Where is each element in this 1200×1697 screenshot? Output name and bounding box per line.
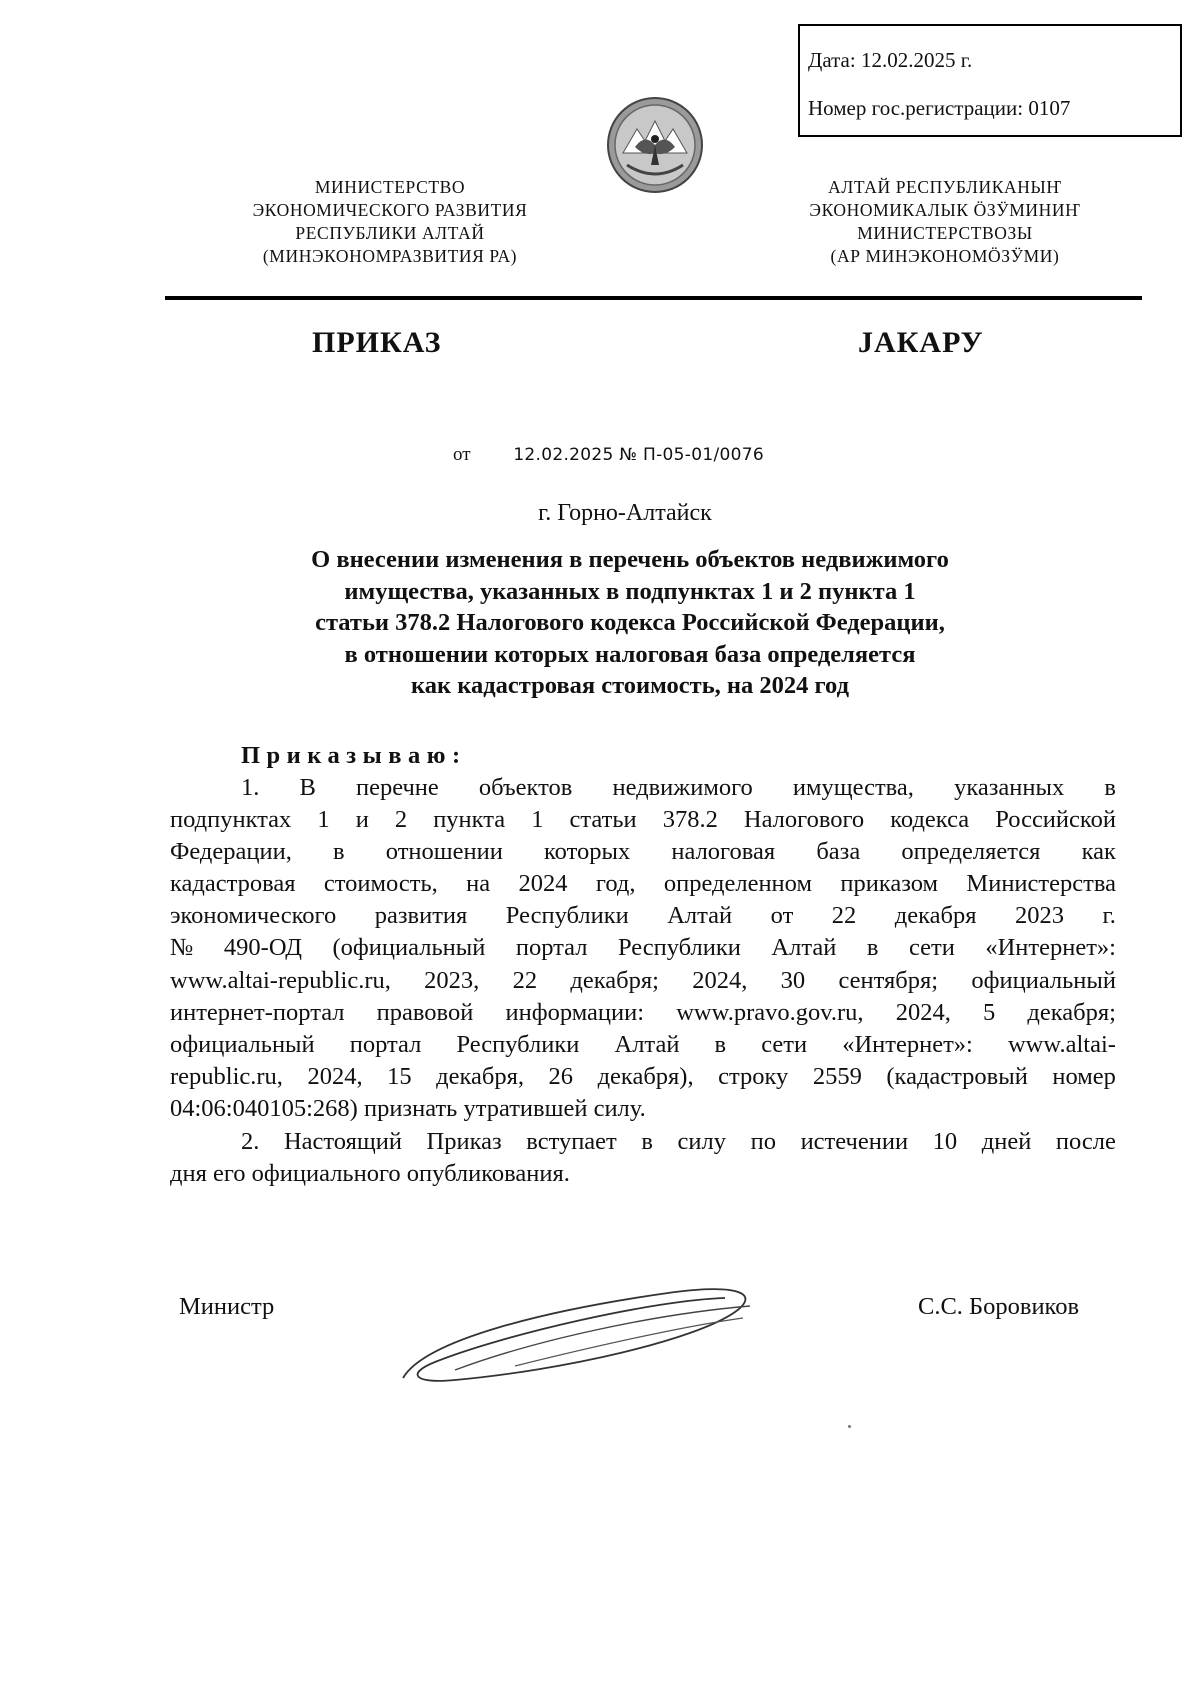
word: налоговая — [671, 838, 776, 866]
word: стоимость, — [323, 870, 438, 898]
word: по — [750, 1128, 776, 1155]
city: г. Горно-Алтайск — [538, 500, 712, 526]
word: 2024 — [518, 870, 568, 898]
word: портал — [515, 934, 588, 962]
word: 22 — [831, 902, 857, 930]
word: republic.ru, — [170, 1062, 283, 1090]
registration-box — [798, 24, 1182, 137]
date-value: 12.02.2025 г. — [860, 48, 973, 72]
word: 2. — [241, 1128, 260, 1155]
order-title-russian: ПРИКАЗ — [312, 326, 442, 359]
subject-line: в отношении которых налоговая база определяется — [344, 640, 916, 668]
order-command: Приказываю: — [241, 742, 467, 769]
word: Республики — [456, 1030, 580, 1058]
word: 30 — [780, 966, 806, 994]
word: 1. — [241, 774, 260, 801]
coat-of-arms-icon — [605, 95, 705, 195]
order-title-altai: ЈАКАРУ — [858, 326, 984, 359]
ministry-right-line4: (АР МИНЭКОНОМÖЗӰМИ) — [830, 246, 1060, 266]
word: 5 — [983, 998, 996, 1026]
paragraph-line — [170, 1029, 1116, 1061]
word: вступает — [526, 1128, 617, 1155]
ministry-left-line1: МИНИСТЕРСТВО — [314, 177, 466, 197]
word: 15 — [387, 1062, 412, 1090]
paragraph-line — [170, 965, 1116, 997]
ministry-right-line3: МИНИСТЕРСТВОЗЫ — [857, 223, 1033, 243]
word: 04:06:040105:268) признать утратившей силу. — [170, 1094, 646, 1122]
word: база — [816, 838, 861, 866]
paragraph-line — [170, 932, 1116, 964]
word: номер — [1052, 1062, 1116, 1090]
paragraph-line — [170, 1061, 1116, 1093]
registration-date — [808, 48, 972, 73]
paragraph-line — [170, 772, 1116, 804]
word: год, — [595, 870, 636, 898]
word: после — [1055, 1128, 1116, 1155]
word: определяется — [901, 838, 1041, 866]
word: 2023, — [424, 966, 480, 994]
word: статьи — [569, 806, 637, 834]
word: имущества, — [792, 774, 914, 801]
paragraph-line — [170, 836, 1116, 868]
word: объектов — [478, 774, 573, 801]
reg-number-value: 0107 — [1028, 96, 1071, 120]
word: приказом — [840, 870, 939, 898]
word: Приказ — [426, 1128, 502, 1155]
word: указанных — [954, 774, 1065, 801]
ministry-left-line2: ЭКОНОМИЧЕСКОГО РАЗВИТИЯ — [252, 200, 528, 220]
word: 490-ОД — [223, 934, 302, 962]
word: официальный — [971, 966, 1116, 994]
paragraph-line — [170, 900, 1116, 932]
subject-line: как кадастровая стоимость, на 2024 год — [411, 672, 849, 699]
word: www.pravo.gov.ru, — [676, 998, 864, 1026]
word: строку — [718, 1062, 789, 1090]
word: развития — [374, 902, 468, 930]
word: как — [1081, 838, 1116, 866]
word: 2559 — [812, 1062, 862, 1090]
word: Алтай — [771, 934, 837, 962]
ministry-name-altai — [755, 176, 1135, 268]
subject-line: имущества, указанных в подпунктах 1 и 2 пункта 1 — [344, 577, 916, 605]
ministry-name-russian — [200, 176, 580, 268]
word: дня его официального опубликования. — [170, 1160, 570, 1188]
word: интернет-портал — [170, 998, 345, 1026]
word: перечне — [355, 774, 439, 801]
word: в — [714, 1030, 727, 1058]
ministry-right-line2: ЭКОНОМИКАЛЫК ÖЗӰМИНИҤ — [809, 200, 1081, 220]
word: кодекса — [890, 806, 970, 834]
word: декабря; — [570, 966, 659, 994]
word: недвижимого — [612, 774, 753, 801]
word: на — [466, 870, 491, 898]
word: В — [299, 774, 316, 801]
word: 1 — [531, 806, 544, 834]
word: в — [1104, 774, 1116, 801]
scan-speck — [848, 1425, 851, 1428]
word: 2024, — [895, 998, 951, 1026]
word: (кадастровый — [886, 1062, 1028, 1090]
word: декабря), — [597, 1062, 694, 1090]
paragraph-line — [170, 1126, 1116, 1158]
word: в — [641, 1128, 653, 1155]
word: сентября; — [838, 966, 939, 994]
word: декабря; — [1027, 998, 1116, 1026]
registration-number — [808, 96, 1070, 121]
word: отношении — [385, 838, 503, 866]
word: Алтай — [667, 902, 733, 930]
word: сети — [908, 934, 955, 962]
order-number: 12.02.2025 № П-05-01/0076 — [513, 445, 764, 465]
signer-name: С.С. Боровиков — [918, 1293, 1080, 1320]
word: в — [333, 838, 345, 866]
word: дней — [981, 1128, 1032, 1155]
word: № — [170, 934, 194, 962]
date-label: Дата: — [808, 48, 856, 72]
word: в — [866, 934, 879, 962]
word: Алтай — [614, 1030, 680, 1058]
header-divider — [165, 296, 1142, 300]
ministry-left-line3: РЕСПУБЛИКИ АЛТАЙ — [295, 223, 485, 243]
word: 22 — [512, 966, 538, 994]
word: Российской — [995, 806, 1116, 834]
word: Республики — [617, 934, 741, 962]
word: от — [770, 902, 794, 930]
word: «Интернет»: — [985, 934, 1116, 962]
word: (официальный — [332, 934, 486, 962]
word: г. — [1102, 902, 1116, 930]
paragraph-line — [170, 804, 1116, 836]
word: Налогового — [743, 806, 865, 834]
order-number-line — [453, 444, 764, 466]
paragraph-2 — [170, 1126, 1116, 1190]
subject-line: О внесении изменения в перечень объектов недвижимого — [311, 546, 949, 573]
word: «Интернет»: — [842, 1030, 973, 1058]
from-label: от — [453, 444, 471, 465]
word: Федерации, — [170, 838, 292, 866]
word: 2024, — [307, 1062, 363, 1090]
ministry-left-line4: (МИНЭКОНОМРАЗВИТИЯ РА) — [262, 246, 518, 266]
word: силу — [677, 1128, 726, 1155]
word: экономического — [170, 902, 337, 930]
word: 2023 — [1015, 902, 1065, 930]
word: 2024, — [692, 966, 748, 994]
paragraph-line — [170, 1158, 1116, 1190]
word: 2 — [394, 806, 408, 834]
signer-title: Министр — [179, 1293, 275, 1320]
paragraph-line — [170, 868, 1116, 900]
paragraph-1 — [170, 772, 1116, 1125]
word: подпунктах — [170, 806, 292, 834]
word: правовой — [376, 998, 474, 1026]
subject-line: статьи 378.2 Налогового кодекса Российской Федерации, — [315, 609, 945, 636]
word: которых — [544, 838, 631, 866]
word: информации: — [505, 998, 645, 1026]
order-subject — [190, 544, 1070, 702]
word: сети — [761, 1030, 808, 1058]
word: 378.2 — [662, 806, 718, 834]
word: 1 — [317, 806, 330, 834]
word: истечении — [800, 1128, 909, 1155]
signature-icon — [395, 1270, 765, 1390]
paragraph-line — [170, 997, 1116, 1029]
word: www.altai-republic.ru, — [170, 966, 391, 994]
word: портал — [349, 1030, 422, 1058]
word: www.altai- — [1007, 1030, 1116, 1058]
reg-number-label: Номер гос.регистрации: — [808, 96, 1024, 120]
ministry-right-line1: АЛТАЙ РЕСПУБЛИКАНЫҤ — [828, 177, 1062, 197]
word: Настоящий — [283, 1128, 402, 1155]
word: декабря — [894, 902, 977, 930]
word: 10 — [932, 1128, 958, 1155]
word: и — [355, 806, 369, 834]
word: официальный — [170, 1030, 315, 1058]
word: определенном — [663, 870, 812, 898]
word: 26 — [548, 1062, 574, 1090]
word: Республики — [505, 902, 629, 930]
word: кадастровая — [170, 870, 296, 898]
word: пункта — [433, 806, 506, 834]
word: Министерства — [966, 870, 1116, 898]
word: декабря, — [436, 1062, 525, 1090]
paragraph-line — [170, 1093, 1116, 1125]
